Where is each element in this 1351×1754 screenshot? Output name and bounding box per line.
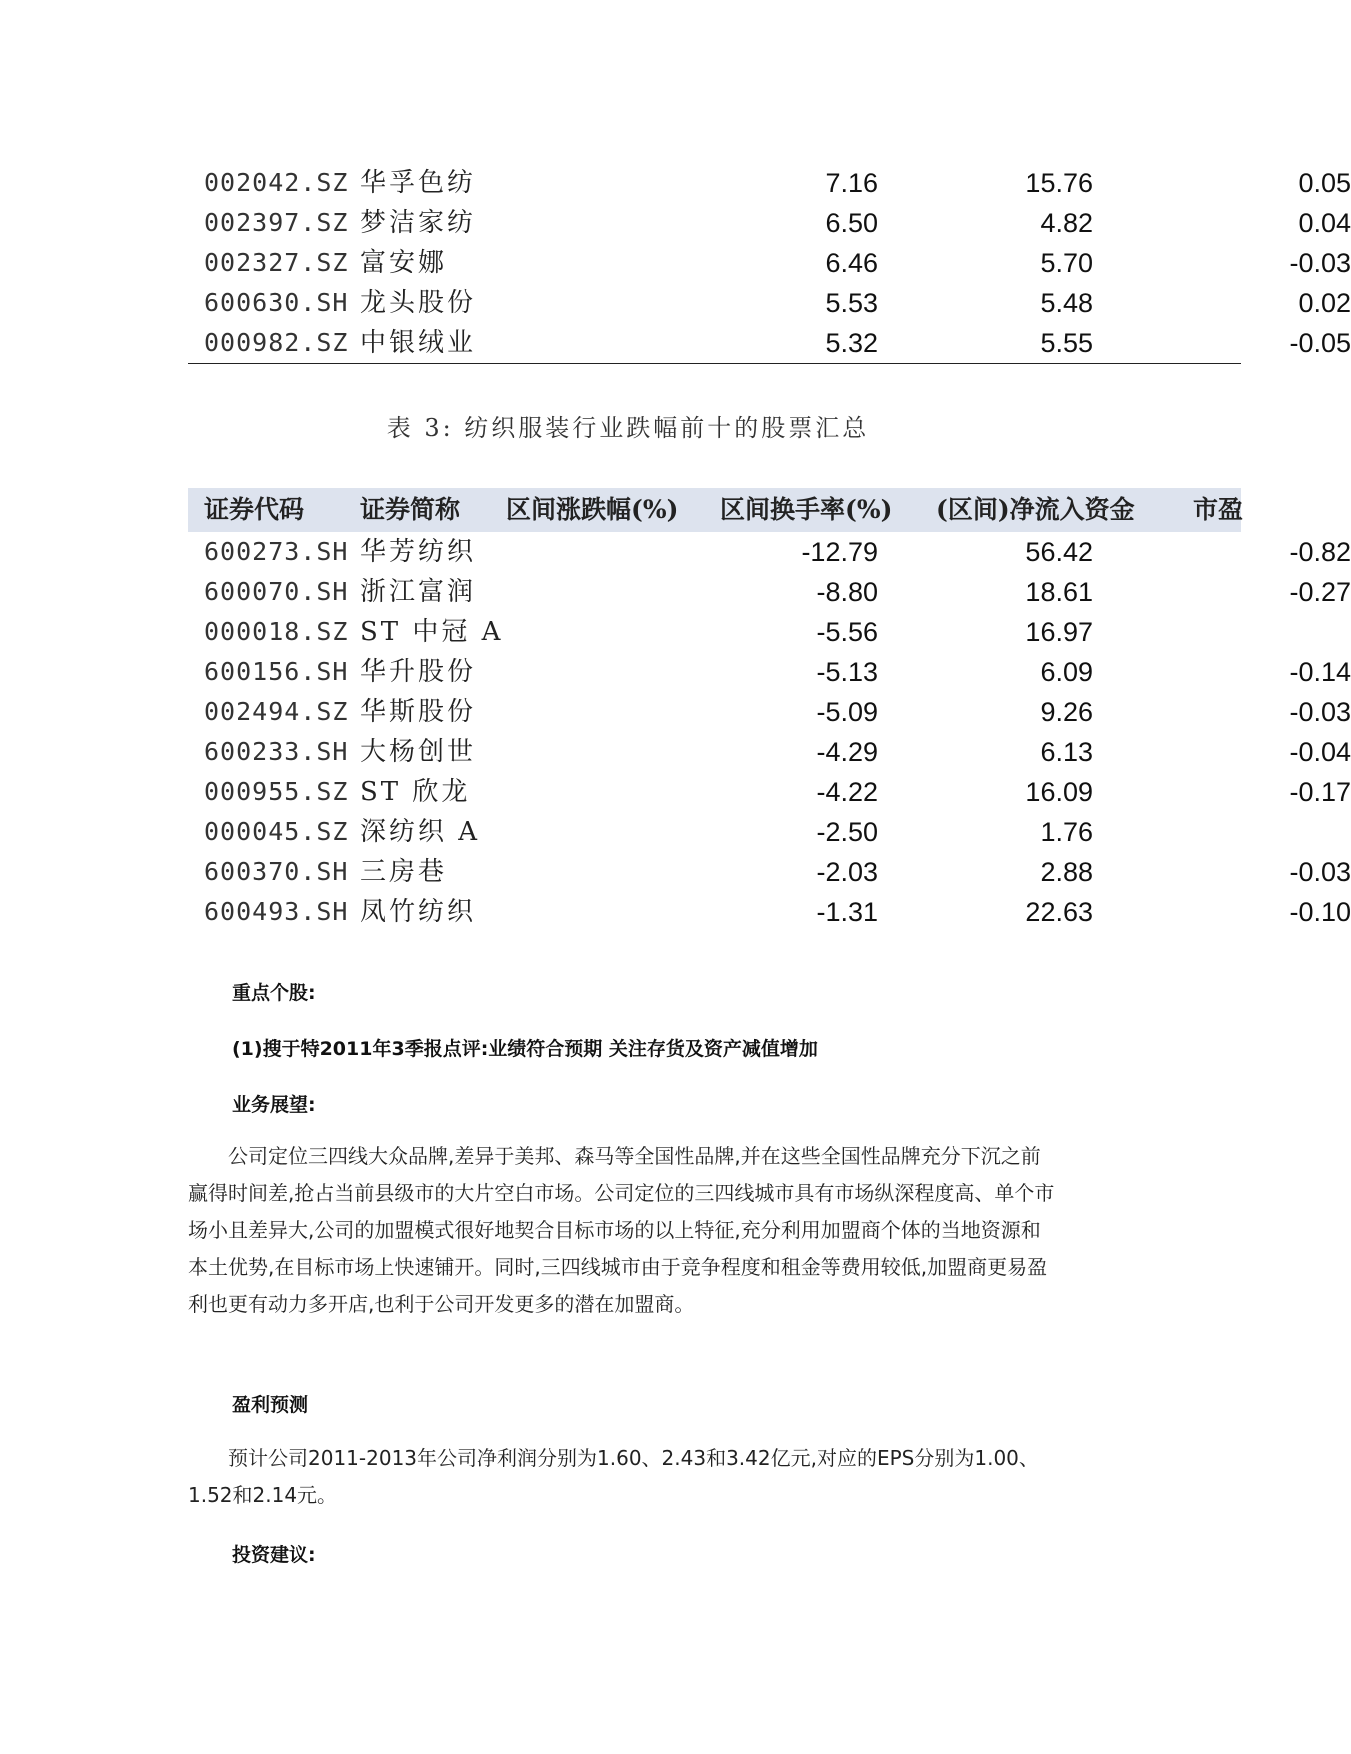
table-row	[188, 612, 1248, 652]
change-pct: -8.80	[816, 577, 878, 607]
change-pct: -2.03	[816, 857, 878, 887]
table-row	[188, 283, 1351, 323]
change-pct: -5.56	[816, 617, 878, 647]
outlook-text: 公司定位三四线大众品牌,差异于美邦、森马等全国性品牌,并在这些全国性品牌充分下沉之前赢得时间差,抢占当前县级市的大片空白市场。公司定位的三四线城市具有市场纵深程度高、单个市场小且差异大,公司的加盟模式很好地契合目标市场的以上特征,充分利用加盟商个体的当地资源和本土优势,在目标市场上快速铺开。同时,三四线城市由于竞争程度和租金等费用较低,加盟商更易盈利也更有动力多开店,也利于公司开发更多的潜在加盟商。	[188, 1144, 1055, 1316]
change-pct: -5.09	[816, 697, 878, 727]
net-inflow: -0.82	[1289, 537, 1351, 567]
net-inflow: -0.03	[1289, 248, 1351, 278]
net-inflow: -0.03	[1289, 697, 1351, 727]
stock-name: 华孚色纺	[360, 168, 477, 198]
turnover-pct: 1.76	[1040, 817, 1093, 847]
table-row	[188, 163, 1351, 203]
header-change: 区间涨跌幅(%)	[506, 495, 679, 524]
table-row	[188, 852, 1351, 892]
net-inflow: -0.27	[1289, 577, 1351, 607]
net-inflow: 0.04	[1298, 208, 1351, 238]
header-name: 证券简称	[360, 495, 461, 524]
stock-name: 华芳纺织	[360, 537, 477, 567]
change-pct: -5.13	[816, 657, 878, 687]
table-bottom-rule	[188, 363, 1241, 364]
turnover-pct: 6.13	[1040, 737, 1093, 767]
stock-code: 002042.SZ	[204, 168, 349, 197]
change-pct: 6.46	[825, 248, 878, 278]
stock-code: 600273.SH	[204, 537, 349, 566]
turnover-pct: 56.42	[1025, 537, 1093, 567]
net-inflow: -0.03	[1289, 857, 1351, 887]
item1-title: (1)搜于特2011年3季报点评:业绩符合预期 关注存货及资产减值增加	[232, 1038, 818, 1060]
change-pct: 5.53	[825, 288, 878, 318]
net-inflow: 0.02	[1298, 288, 1351, 318]
stock-code: 600370.SH	[204, 857, 349, 886]
change-pct: 5.32	[825, 328, 878, 358]
turnover-pct: 9.26	[1040, 697, 1093, 727]
header-net-inflow: (区间)净流入资金	[936, 495, 1135, 524]
forecast-paragraph	[188, 1440, 1058, 1514]
turnover-pct: 16.97	[1025, 617, 1093, 647]
stock-code: 000955.SZ	[204, 777, 349, 806]
stock-code: 600233.SH	[204, 737, 349, 766]
turnover-pct: 2.88	[1040, 857, 1093, 887]
net-inflow: -0.04	[1289, 737, 1351, 767]
change-pct: 6.50	[825, 208, 878, 238]
stock-code: 002397.SZ	[204, 208, 349, 237]
table-row	[188, 892, 1351, 932]
table-row	[188, 532, 1351, 572]
net-inflow: -0.10	[1289, 897, 1351, 927]
turnover-pct: 22.63	[1025, 897, 1093, 927]
table-row	[188, 732, 1351, 772]
stock-code: 002327.SZ	[204, 248, 349, 277]
turnover-pct: 6.09	[1040, 657, 1093, 687]
turnover-pct: 4.82	[1040, 208, 1093, 238]
table-row	[188, 812, 1248, 852]
table-row	[188, 692, 1351, 732]
stock-name: 梦洁家纺	[360, 208, 477, 238]
turnover-pct: 5.70	[1040, 248, 1093, 278]
stock-name: 龙头股份	[360, 288, 477, 318]
stock-code: 600070.SH	[204, 577, 349, 606]
outlook-heading: 业务展望:	[232, 1094, 316, 1116]
stock-name: 富安娜	[360, 248, 448, 278]
table-row	[188, 203, 1351, 243]
header-pe: 市盈	[1193, 495, 1244, 524]
table-row	[188, 243, 1351, 283]
stock-code: 600156.SH	[204, 657, 349, 686]
header-turnover: 区间换手率(%)	[720, 495, 893, 524]
table-header	[188, 488, 1244, 532]
change-pct: -1.31	[816, 897, 878, 927]
stock-code: 600493.SH	[204, 897, 349, 926]
table-row	[188, 772, 1351, 812]
stock-name: 三房巷	[360, 857, 448, 887]
stock-name: ST 欣龙	[360, 777, 471, 807]
change-pct: -4.22	[816, 777, 878, 807]
key-stocks-heading: 重点个股:	[232, 982, 316, 1004]
net-inflow: -0.14	[1289, 657, 1351, 687]
advice-heading: 投资建议:	[232, 1544, 316, 1566]
net-inflow: -0.05	[1289, 328, 1351, 358]
stock-name: 大杨创世	[360, 737, 477, 767]
stock-code: 000018.SZ	[204, 617, 349, 646]
outlook-paragraph	[188, 1138, 1058, 1323]
turnover-pct: 5.48	[1040, 288, 1093, 318]
change-pct: -12.79	[801, 537, 878, 567]
turnover-pct: 18.61	[1025, 577, 1093, 607]
table-row	[188, 572, 1351, 612]
turnover-pct: 5.55	[1040, 328, 1093, 358]
turnover-pct: 15.76	[1025, 168, 1093, 198]
net-inflow: 0.05	[1298, 168, 1351, 198]
stock-code: 600630.SH	[204, 288, 349, 317]
header-code: 证券代码	[204, 495, 305, 524]
stock-name: ST 中冠 A	[360, 617, 504, 647]
table-caption: 表 3: 纺织服装行业跌幅前十的股票汇总	[386, 414, 870, 442]
stock-name: 浙江富润	[360, 577, 477, 607]
forecast-heading: 盈利预测	[232, 1394, 309, 1416]
forecast-text: 预计公司2011-2013年公司净利润分别为1.60、2.43和3.42亿元,对应的EPS分别为1.00、1.52和2.14元。	[188, 1446, 1039, 1507]
change-pct: 7.16	[825, 168, 878, 198]
table-row	[188, 652, 1351, 692]
stock-name: 华斯股份	[360, 697, 477, 727]
table-row	[188, 323, 1351, 363]
stock-code: 000982.SZ	[204, 328, 349, 357]
turnover-pct: 16.09	[1025, 777, 1093, 807]
net-inflow	[1108, 612, 1351, 652]
net-inflow	[1108, 812, 1351, 852]
stock-name: 华升股份	[360, 657, 477, 687]
stock-code: 002494.SZ	[204, 697, 349, 726]
change-pct: -4.29	[816, 737, 878, 767]
net-inflow: -0.17	[1289, 777, 1351, 807]
stock-name: 深纺织 A	[360, 817, 481, 847]
stock-name: 中银绒业	[360, 328, 477, 358]
stock-name: 凤竹纺织	[360, 897, 477, 927]
stock-code: 000045.SZ	[204, 817, 349, 846]
change-pct: -2.50	[816, 817, 878, 847]
